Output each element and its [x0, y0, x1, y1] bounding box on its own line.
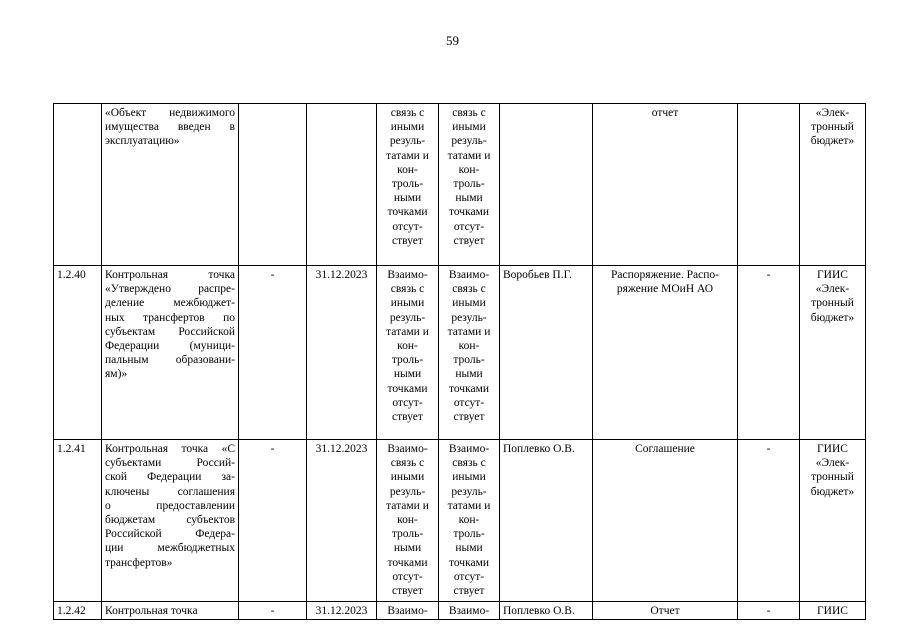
- follower-cell-line: точками: [448, 556, 490, 569]
- predecessor-cell-line: татами и: [386, 499, 429, 512]
- document-type-cell-line: отчет: [651, 107, 679, 119]
- row-number: [54, 104, 102, 266]
- information-system-cell: [800, 104, 866, 266]
- follower-cell: [439, 602, 500, 620]
- information-system-cell-line: тронный: [811, 121, 854, 134]
- predecessor-cell-line: точками: [387, 206, 428, 219]
- document-type-cell: [593, 266, 738, 440]
- follower-cell-line: кон-: [458, 340, 480, 353]
- predecessor-cell-line: ными: [393, 192, 422, 205]
- control-point-name-line: субъектам Российской: [105, 325, 235, 338]
- follower-cell: [439, 440, 500, 602]
- information-system-cell-line: тронный: [811, 297, 854, 310]
- end-date-cell: 31.12.2023: [307, 266, 377, 440]
- predecessor-cell-line: отсут-: [392, 396, 423, 409]
- predecessor-cell-line: троль-: [391, 178, 424, 191]
- predecessor-cell-line: отсут-: [392, 220, 423, 233]
- predecessor-cell-line: татами и: [386, 325, 429, 338]
- control-point-name: [102, 104, 239, 266]
- level-cell: -: [738, 602, 800, 620]
- follower-cell-line: иными: [452, 297, 486, 310]
- predecessor-cell-line: связь с: [390, 283, 425, 296]
- information-system-cell-line: «Элек-: [815, 283, 850, 296]
- table-row: [54, 266, 866, 440]
- responsible-cell: Поплевко О.В.: [500, 602, 593, 620]
- predecessor-cell-line: резуль-: [389, 135, 426, 148]
- control-point-name-line: субъектами Россий-: [105, 457, 235, 470]
- information-system-cell: [800, 602, 866, 620]
- follower-cell-line: резуль-: [451, 135, 487, 148]
- predecessor-cell-line: резуль-: [389, 311, 426, 324]
- predecessor-cell-line: кон-: [397, 514, 418, 527]
- predecessor-cell-line: связь с: [390, 107, 425, 119]
- control-point-name-line: ям)»: [105, 368, 128, 381]
- follower-cell-line: ствует: [453, 234, 485, 247]
- end-date-cell: [307, 104, 377, 266]
- information-system-cell-line: тронный: [811, 471, 854, 484]
- information-system-cell-line: «Элек-: [815, 457, 850, 470]
- information-system-cell: [800, 440, 866, 602]
- document-type-cell-line: ряжение МОиН АО: [616, 283, 714, 296]
- predecessor-cell-line: точками: [387, 556, 428, 569]
- predecessor-cell-line: троль-: [391, 354, 424, 367]
- follower-cell-line: татами и: [447, 325, 491, 338]
- follower-cell-line: отсут-: [453, 220, 485, 233]
- follower-cell-line: иными: [452, 121, 486, 134]
- follower-cell-line: ными: [455, 192, 483, 205]
- responsible-cell: Поплевко О.В.: [500, 440, 593, 602]
- information-system-cell-line: ГИИС: [817, 605, 848, 617]
- control-point-name-line: ных трансфертов по: [105, 311, 235, 324]
- row-number: 1.2.42: [54, 602, 102, 620]
- control-point-name-line: трансфертов»: [105, 556, 173, 569]
- control-point-name-line: бюджетам субъектов: [105, 514, 235, 527]
- responsible-cell: [500, 104, 593, 266]
- follower-cell-line: Взаимо-: [448, 269, 490, 281]
- predecessor-cell-line: ными: [393, 368, 422, 381]
- control-point-name-line: ции межбюджетных: [105, 542, 235, 555]
- predecessor-cell-line: связь с: [390, 457, 425, 470]
- row-number: 1.2.40: [54, 266, 102, 440]
- document-type-cell-line: Соглашение: [635, 443, 695, 455]
- control-point-name-line: Контрольная точка: [105, 605, 198, 617]
- start-date-cell: -: [239, 440, 307, 602]
- document-type-cell-line: Распоряжение. Распо-: [611, 269, 719, 281]
- information-system-cell-line: «Элек-: [815, 107, 850, 119]
- follower-cell-line: ствует: [453, 585, 485, 598]
- predecessor-cell-line: троль-: [391, 528, 424, 541]
- page-number: 59: [446, 33, 459, 48]
- information-system-cell-line: бюджет»: [810, 485, 855, 498]
- predecessor-cell-line: ствует: [392, 411, 423, 424]
- responsible-cell: Воробьев П.Г.: [500, 266, 593, 440]
- follower-cell-line: иными: [452, 471, 486, 484]
- predecessor-cell-line: Взаимо-: [387, 269, 428, 281]
- predecessor-cell: [377, 440, 439, 602]
- predecessor-cell-line: отсут-: [392, 570, 423, 583]
- information-system-cell-line: ГИИС: [817, 443, 848, 455]
- follower-cell-line: отсут-: [453, 396, 485, 409]
- control-point-name-line: Контрольная точка «С: [105, 443, 235, 455]
- follower-cell-line: кон-: [458, 514, 480, 527]
- end-date-cell: 31.12.2023: [307, 602, 377, 620]
- control-point-name-line: деление межбюджет-: [105, 297, 235, 310]
- predecessor-cell-line: иными: [390, 471, 425, 484]
- level-cell: -: [738, 440, 800, 602]
- predecessor-cell: [377, 266, 439, 440]
- start-date-cell: -: [239, 602, 307, 620]
- control-point-name-line: «Утверждено распре-: [105, 283, 235, 296]
- control-point-name-line: ключены соглашения: [105, 485, 235, 498]
- predecessor-cell-line: кон-: [397, 163, 418, 176]
- level-cell: [738, 104, 800, 266]
- predecessor-cell: [377, 602, 439, 620]
- follower-cell: [439, 266, 500, 440]
- control-point-name-line: Российской Федера-: [105, 528, 235, 541]
- control-point-name-line: Контрольная точка: [105, 269, 235, 281]
- row-number: 1.2.41: [54, 440, 102, 602]
- predecessor-cell-line: татами и: [386, 149, 429, 162]
- information-system-cell-line: бюджет»: [810, 311, 855, 324]
- predecessor-cell-line: точками: [387, 382, 428, 395]
- follower-cell-line: связь с: [452, 457, 486, 470]
- document-type-cell: [593, 440, 738, 602]
- table-row: [54, 602, 866, 620]
- follower-cell-line: троль-: [453, 354, 485, 367]
- predecessor-cell-line: Взаимо-: [387, 443, 428, 455]
- control-point-name-line: о предоставлении: [105, 499, 235, 512]
- predecessor-cell: [377, 104, 439, 266]
- follower-cell-line: Взаимо-: [448, 443, 490, 455]
- start-date-cell: -: [239, 266, 307, 440]
- follower-cell-line: кон-: [458, 163, 480, 176]
- predecessor-cell-line: резуль-: [389, 485, 426, 498]
- follower-cell-line: троль-: [453, 178, 485, 191]
- follower-cell-line: ными: [455, 368, 483, 381]
- predecessor-cell-line: иными: [390, 297, 425, 310]
- control-point-name-line: пальным образовани-: [105, 354, 235, 367]
- control-point-name-line: Федерации (муници-: [105, 340, 235, 353]
- follower-cell-line: отсут-: [453, 570, 485, 583]
- control-point-name: [102, 440, 239, 602]
- follower-cell-line: связь с: [452, 107, 486, 119]
- information-system-cell-line: ГИИС: [817, 269, 848, 281]
- table-row: [54, 440, 866, 602]
- follower-cell-line: Взаимо-: [448, 605, 490, 617]
- follower-cell-line: резуль-: [451, 485, 487, 498]
- follower-cell-line: резуль-: [451, 311, 487, 324]
- follower-cell: [439, 104, 500, 266]
- follower-cell-line: точками: [448, 382, 490, 395]
- follower-cell-line: точками: [448, 206, 490, 219]
- follower-cell-line: татами и: [447, 499, 491, 512]
- predecessor-cell-line: иными: [390, 121, 425, 134]
- follower-cell-line: ными: [455, 542, 483, 555]
- information-system-cell: [800, 266, 866, 440]
- end-date-cell: 31.12.2023: [307, 440, 377, 602]
- control-point-name-line: имущества введен в: [105, 121, 235, 134]
- control-point-name-line: ской Федерации за-: [105, 471, 235, 484]
- control-point-name-line: «Объект недвижимого: [105, 107, 235, 119]
- level-cell: -: [738, 266, 800, 440]
- information-system-cell-line: бюджет»: [810, 135, 855, 148]
- follower-cell-line: троль-: [453, 528, 485, 541]
- control-point-name: [102, 602, 239, 620]
- start-date-cell: [239, 104, 307, 266]
- document-type-cell: [593, 602, 738, 620]
- follower-cell-line: ствует: [453, 411, 485, 424]
- predecessor-cell-line: Взаимо-: [387, 605, 428, 617]
- follower-cell-line: связь с: [452, 283, 486, 296]
- control-point-name: [102, 266, 239, 440]
- predecessor-cell-line: кон-: [397, 340, 418, 353]
- predecessor-cell-line: ствует: [392, 234, 423, 247]
- predecessor-cell-line: ствует: [392, 585, 423, 598]
- predecessor-cell-line: ными: [393, 542, 422, 555]
- document-type-cell-line: Отчет: [650, 605, 680, 617]
- control-points-table: [53, 103, 866, 620]
- table-row: [54, 104, 866, 266]
- control-point-name-line: эксплуатацию»: [105, 135, 180, 148]
- document-type-cell: [593, 104, 738, 266]
- follower-cell-line: татами и: [447, 149, 491, 162]
